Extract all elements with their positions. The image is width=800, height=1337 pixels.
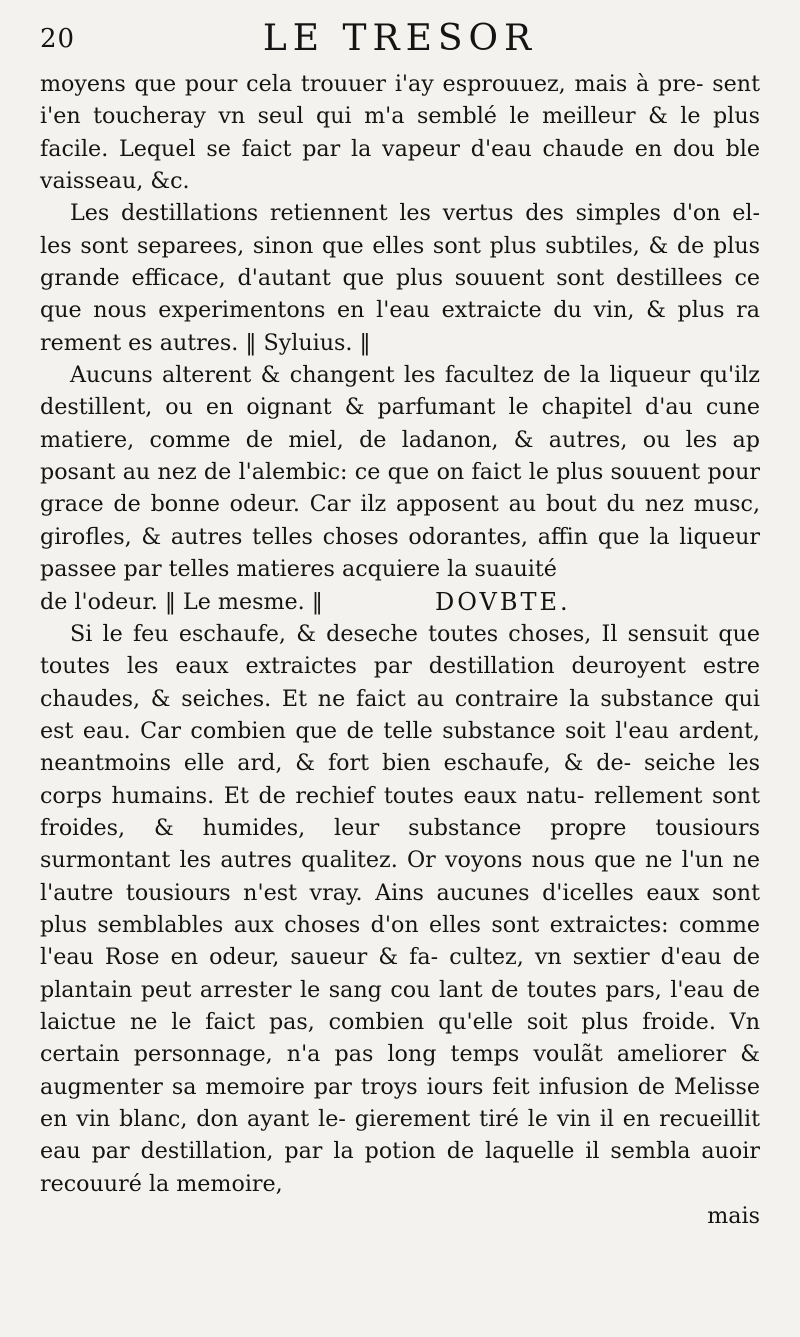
text-line: nez musc, girofles, & autres telles choses odorantes, affin (40, 491, 760, 550)
text-line: qui est eau. Car combien que de telle substance soit l'eau (40, 685, 760, 744)
text-line: seiche les corps humains. Et de rechief toutes eaux natu- (40, 750, 760, 809)
text-line: sont extraictes: comme l'eau Rose en odeur, saueur & fa- (40, 911, 760, 971)
text-line: ble vaisseau, &c. (40, 135, 760, 195)
text-line: cune matiere, comme de miel, de ladanon, & autres, ou les ap (40, 394, 760, 453)
text-line: lant de toutes pars, l'eau de laictue ne le faict pas, combien (40, 976, 760, 1035)
text-line: sent i'en toucheray vn seul qui m'a semblé le meilleur & le (40, 71, 760, 130)
body-text (40, 68, 760, 1200)
text-line: que nous experimentons en l'eau extraicte du vin, & plus ra (40, 297, 760, 324)
text-line: qu'ilz destillent, ou en oignant & parfumant le chapitel d'au (40, 362, 760, 421)
text-line: moyens que pour cela trouuer i'ay esprouuez, mais à pre- (40, 71, 704, 97)
paragraph-3 (40, 359, 760, 585)
text-line: tousiours surmontant les autres qualitez. Or voyons nous (40, 814, 761, 874)
catchword: mais (707, 1203, 760, 1230)
page-header (40, 18, 760, 68)
paragraph-1 (40, 68, 760, 197)
text-line: temps voulãt ameliorer & augmenter sa memoire par troys (40, 1041, 761, 1100)
text-line: rement es autres. ‖ Syluius. ‖ (40, 329, 371, 356)
text-line: rellement sont froides, & humides, leur substance propre (40, 782, 760, 841)
paragraph-4 (40, 618, 760, 1200)
text-line: ardent, neantmoins elle ard, & fort bien eschaufe, & de- (40, 717, 760, 777)
text-line: Si le feu eschaufe, & deseche toutes choses, Il sensuit (70, 620, 709, 647)
text-line: grande efficace, d'autant que plus souuent sont destillees ce (40, 265, 760, 292)
running-head: LE TRESOR (262, 18, 538, 59)
text-line: qu'elle soit plus froide. Vn certain personnage, n'a pas long (40, 1008, 760, 1068)
text-line: pour grace de bonne odeur. Car ilz apposent au bout du (40, 459, 760, 518)
paragraph-2 (40, 197, 760, 359)
text-line: Les destillations retiennent les vertus des simples d'on el- (70, 200, 760, 227)
text-line: gierement tiré le vin il en recueillit eau par destillation, par (40, 1106, 760, 1165)
section-heading: DOVBTE. (435, 587, 571, 616)
text-line: cultez, vn sextier d'eau de plantain peut arrester le sang cou (40, 944, 760, 1003)
text-line: que toutes les eaux extraictes par destillation deuroyent (40, 620, 760, 680)
text-line: Aucuns alterent & changent les facultez de la liqueur (70, 362, 691, 389)
text-line: d'icelles eaux sont plus semblables aux choses d'on elles (40, 879, 760, 938)
paragraph-3-last-line: de l'odeur. ‖ Le mesme. ‖ (40, 588, 323, 615)
text-line: la potion de laquelle il sembla auoir recouuré la memoire, (40, 1138, 760, 1197)
page-number: 20 (40, 24, 76, 54)
text-line: que ne l'un ne l'autre tousiours n'est vray. Ains aucunes (40, 847, 760, 906)
text-line: posant au nez de l'alembic: ce que on faict le plus souuent (40, 459, 701, 486)
text-line: iours feit infusion de Melisse en vin blanc, don ayant le- (40, 1073, 760, 1132)
text-line: les sont separees, sinon que elles sont plus subtiles, & de plus (40, 232, 760, 259)
text-line: estre chaudes, & seiches. Et ne faict au contraire la substance (40, 653, 760, 712)
text-line: plus facile. Lequel se faict par la vapeur d'eau chaude en dou (40, 103, 760, 162)
heading-line (40, 586, 760, 618)
text-line: que la liqueur passee par telles matieres acquiere la suauité (40, 523, 760, 583)
